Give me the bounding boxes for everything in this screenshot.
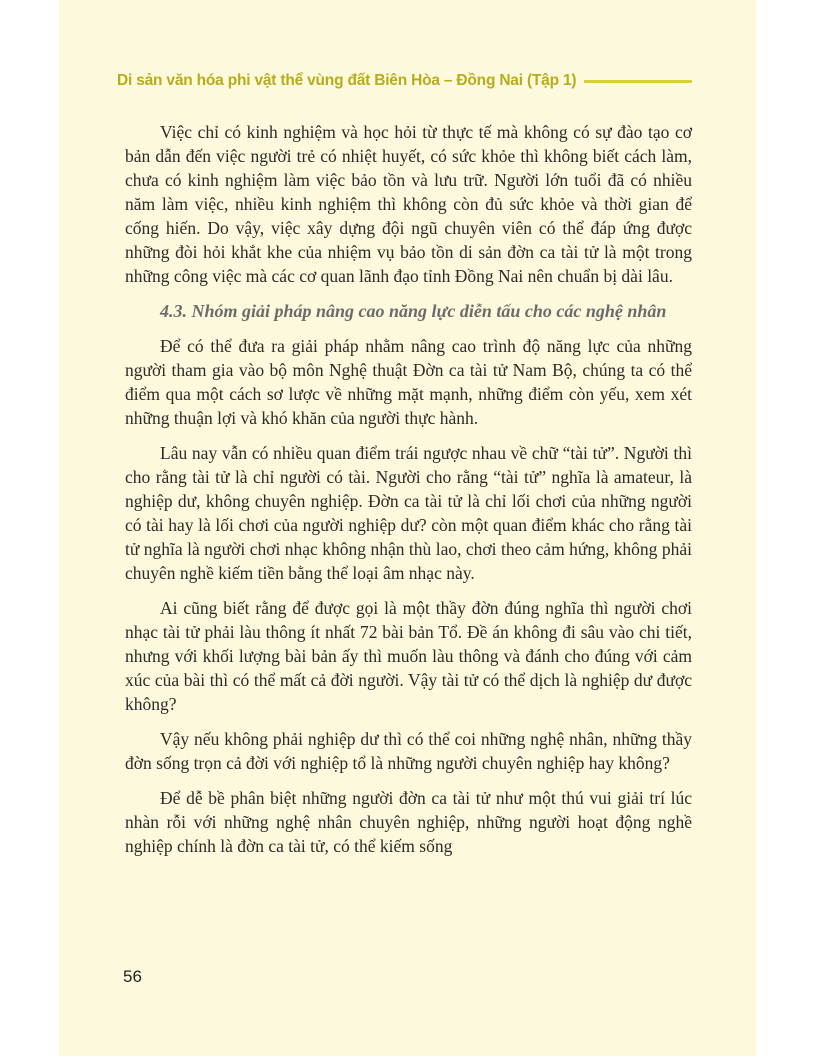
- header-title: Di sản văn hóa phi vật thể vùng đất Biên Hòa – Đồng Nai (Tập 1): [117, 72, 577, 89]
- paragraph: Để dễ bề phân biệt những người đờn ca tài tử như một thú vui giải trí lúc nhàn rỗi với những nghệ nhân chuyên nghiệp, những người hoạt động nghề nghiệp chính là đờn ca tài tử, có thể kiếm sống: [125, 788, 692, 856]
- paragraph: Vậy nếu không phải nghiệp dư thì có thể coi những nghệ nhân, những thầy đờn sống trọn cả đời với nghiệp tổ là những người chuyên nghiệp hay không?: [125, 729, 692, 773]
- section-heading: 4.3. Nhóm giải pháp nâng cao năng lực diễn tấu cho các nghệ nhân: [160, 301, 667, 321]
- paragraph: Lâu nay vẫn có nhiều quan điểm trái ngược nhau về chữ “tài tử”. Người thì cho rằng tài tử là chỉ người có tài. Người cho rằng “tài tử” nghĩa là amateur, là nghiệp dư, không chuyên nghiệp. Đờn ca tài tử là chỉ lối chơi của những người có tài hay là lối chơi của người nghiệp dư? còn một quan điểm khác cho rằng tài tử nghĩa là người chơi nhạc không nhận thù lao, chơi theo cảm hứng, không phải chuyên nghề kiếm tiền bằng thể loại âm nhạc này.: [125, 443, 692, 583]
- header-rule: [584, 80, 692, 83]
- page-content: [125, 120, 692, 869]
- paragraph: Để có thể đưa ra giải pháp nhằm nâng cao trình độ năng lực của những người tham gia vào bộ môn Nghệ thuật Đờn ca tài tử Nam Bộ, chúng ta có thể điểm qua một cách sơ lược về những mặt mạnh, những điểm còn yếu, xem xét những thuận lợi và khó khăn của người thực hành.: [125, 336, 692, 428]
- paragraph: Ai cũng biết rằng để được gọi là một thầy đờn đúng nghĩa thì người chơi nhạc tài tử phải làu thông ít nhất 72 bài bản Tổ. Đề án không đi sâu vào chi tiết, nhưng với khối lượng bài bản ấy thì muốn làu thông và đánh cho đúng với cảm xúc của bài thì có thể mất cả đời người. Vậy tài tử có thể dịch là nghiệp dư được không?: [125, 598, 692, 714]
- page-number: 56: [123, 967, 142, 986]
- running-header: [117, 68, 692, 94]
- paragraph: Việc chỉ có kinh nghiệm và học hỏi từ thực tế mà không có sự đào tạo cơ bản dẫn đến việc người trẻ có nhiệt huyết, có sức khỏe thì không biết cách làm, chưa có kinh nghiệm làm việc bảo tồn và lưu trữ. Người lớn tuổi đã có nhiều năm làm việc, nhiều kinh nghiệm thì không còn đủ sức khỏe và thời gian để cống hiến. Do vậy, việc xây dựng đội ngũ chuyên viên có thể đáp ứng được những đòi hỏi khắt khe của nhiệm vụ bảo tồn di sản đờn ca tài tử là một trong những công việc mà các cơ quan lãnh đạo tỉnh Đồng Nai nên chuẩn bị dài lâu.: [125, 122, 692, 286]
